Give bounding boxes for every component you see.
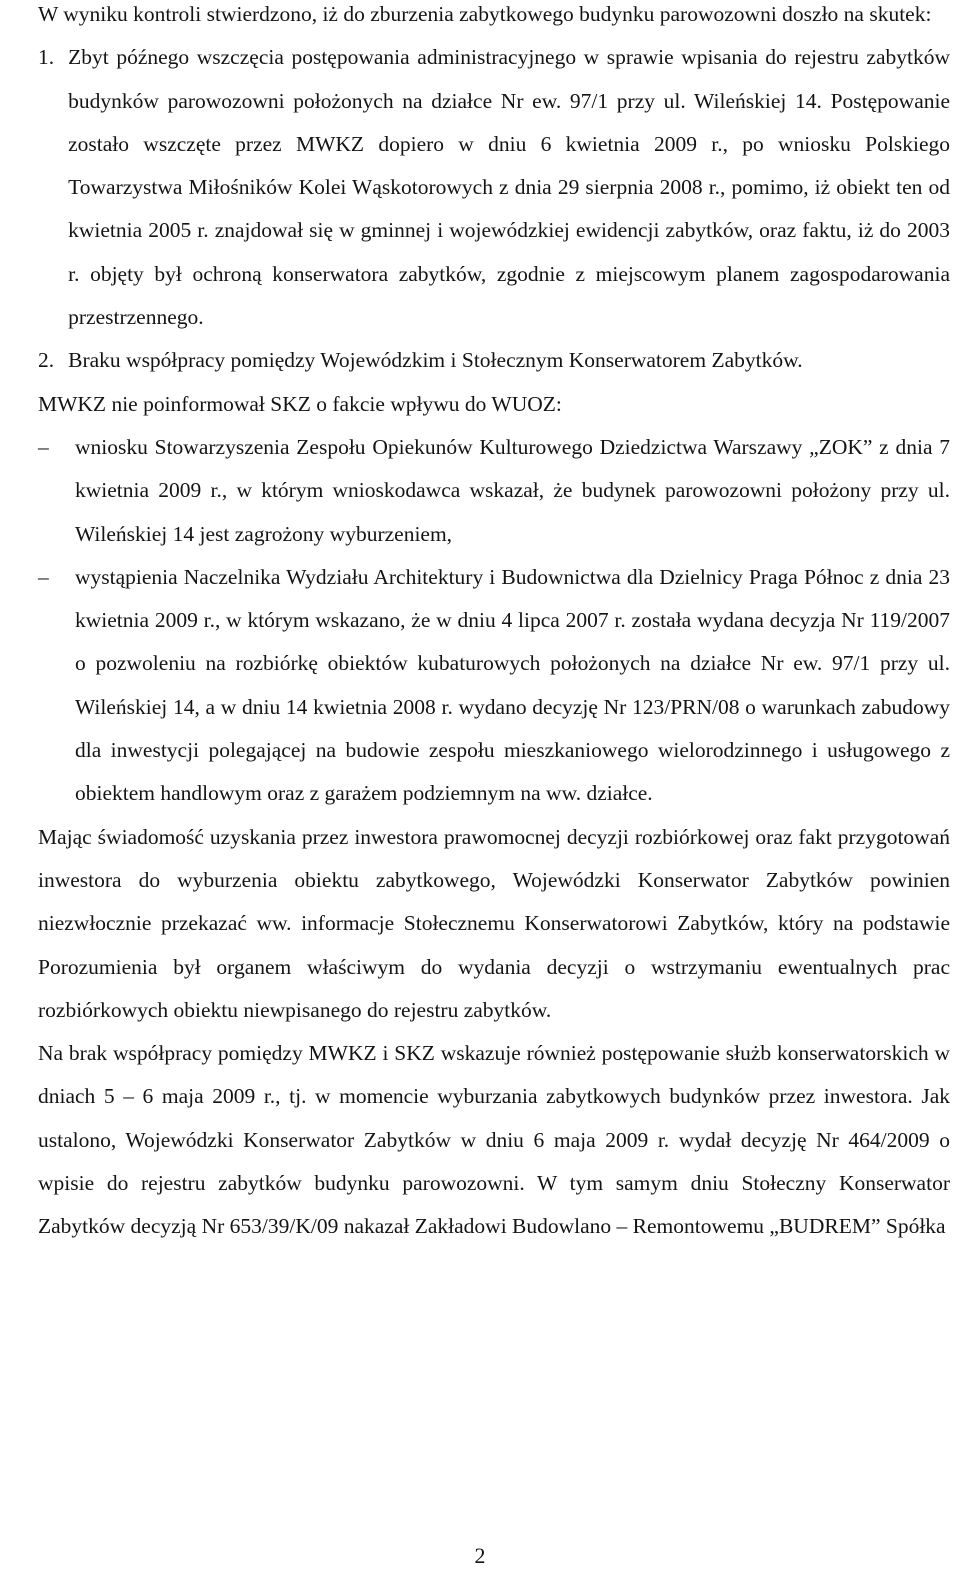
numbered-item-1 xyxy=(38,36,950,339)
dash-list-item xyxy=(38,426,950,556)
intro-paragraph: W wyniku kontroli stwierdzono, iż do zburzenia zabytkowego budynku parowozowni doszło na skutek: xyxy=(38,2,932,26)
numbered-item-2 xyxy=(38,339,950,382)
item-text: Zbyt późnego wszczęcia postępowania administracyjnego w sprawie wpisania do rejestru zabytków budynków parowozowni położonych na działce Nr ew. 97/1 przy ul. Wileńskiej 14. Postępowanie zostało wszczęte przez MWKZ dopiero w dniu 6 kwietnia 2009 r., po wniosku Polskiego Towarzystwa Miłośników Kolei Wąskotorowych z dnia 29 sierpnia 2008 r., pomimo, iż obiekt ten od kwietnia 2005 r. znajdował się w gminnej i wojewódzkiej ewidencji zabytków, oraz faktu, iż do 2003 r. objęty był ochroną konserwatora zabytków, zgodnie z miejscowym planem zagospodarowania przestrzennego. xyxy=(68,45,950,330)
item-number: 1. xyxy=(38,45,55,70)
dash-item-text: wniosku Stowarzyszenia Zespołu Opiekunów Kulturowego Dziedzictwa Warszawy „ZOK” z dnia 7 kwietnia 2009 r., w którym wnioskodawca wskazał, że budynek parowozowni położony przy ul. Wileńskiej 14 jest zagrożony wyburzeniem, xyxy=(75,434,950,546)
item-number: 2. xyxy=(38,348,55,373)
dash-list xyxy=(38,426,950,816)
dash-list-item xyxy=(38,556,950,816)
dash-item-text: wystąpienia Naczelnika Wydziału Architektury i Budownictwa dla Dzielnicy Praga Północ z dnia 23 kwietnia 2009 r., w którym wskazano, że w dniu 4 lipca 2007 r. została wydana decyzja Nr 119/2007 o pozwoleniu na rozbiórkę obiektów kubaturowych położonych na działce Nr ew. 97/1 przy ul. Wileńskiej 14, a w dniu 14 kwietnia 2008 r. wydano decyzję Nr 123/PRN/08 o warunkach zabudowy dla inwestycji polegającej na budowie zespołu mieszkaniowego wielorodzinnego i usługowego z obiektem handlowym oraz z garażem podziemnym na ww. działce. xyxy=(75,564,950,806)
page-number: 2 xyxy=(474,1543,486,1568)
item-text: Braku współpracy pomiędzy Wojewódzkim i Stołecznym Konserwatorem Zabytków. xyxy=(68,348,803,373)
dash-marker: – xyxy=(38,564,49,589)
cooperation-paragraph: Na brak współpracy pomiędzy MWKZ i SKZ wskazuje również postępowanie służb konserwatorskich w dniach 5 – 6 maja 2009 r., tj. w momencie wyburzania zabytkowych budynków przez inwestora. Jak ustalono, Wojewódzki Konserwator Zabytków w dniu 6 maja 2009 r. wydał decyzję Nr 464/2009 o wpisie do rejestru zabytków budynku parowozowni. W tym samym dniu Stołeczny Konserwator Zabytków decyzją Nr 653/39/K/09 nakazał Zakładowi Budowlano – Remontowemu „BUDREM” Spółka xyxy=(38,1041,950,1239)
awareness-paragraph: Mając świadomość uzyskania przez inwestora prawomocnej decyzji rozbiórkowej oraz fakt przygotowań inwestora do wyburzenia obiektu zabytkowego, Wojewódzki Konserwator Zabytków powinien niezwłocznie przekazać ww. informacje Stołecznemu Konserwatorowi Zabytków, który na podstawie Porozumienia był organem właściwym do wydania decyzji o wstrzymaniu ewentualnych prac rozbiórkowych obiektu niewpisanego do rejestru zabytków. xyxy=(38,824,950,1022)
document-body xyxy=(38,0,950,1249)
mwkz-intro-paragraph: MWKZ nie poinformował SKZ o fakcie wpływu do WUOZ: xyxy=(38,391,562,416)
dash-marker: – xyxy=(38,434,49,459)
